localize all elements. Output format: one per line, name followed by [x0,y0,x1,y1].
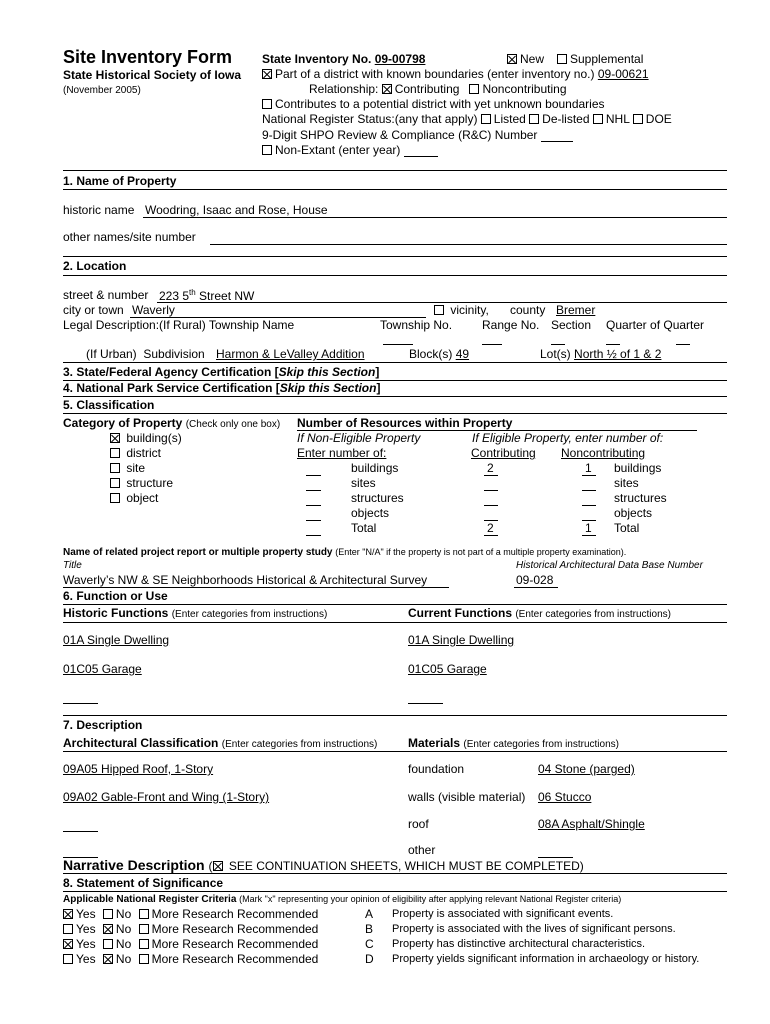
non-eligible-field[interactable] [306,535,321,536]
nonextant-row: Non-Extant (enter year) [262,142,438,157]
supplemental-option[interactable]: Supplemental [557,52,643,66]
no-checkbox[interactable] [103,924,113,934]
resource-label: sites [351,476,376,490]
underline [582,475,596,476]
criterion-a-row: Yes No More Research Recommended [63,907,318,921]
shpo-row: 9-Digit SHPO Review & Compliance (R&C) Number [262,127,573,142]
inventory-number-label: State Inventory No. 09-00798 [262,52,426,66]
divider [63,873,727,874]
other-names-field[interactable] [210,244,727,245]
historic-function-2[interactable]: 01C05 Garage [63,662,142,676]
roof-label: roof [408,817,429,831]
divider [63,170,727,171]
related-study-label: Name of related project report or multiple property study (Enter "N/A" if the property is not part of a multiple property examination). [63,547,627,558]
category-object[interactable]: object [110,491,158,505]
historic-function-1[interactable]: 01A Single Dwelling [63,633,170,647]
resource-label: Total [351,521,377,535]
resource-label: buildings [351,461,399,475]
category-building[interactable]: building(s) [110,431,182,445]
delisted-checkbox[interactable] [529,114,539,124]
non-eligible-field[interactable] [306,505,321,506]
street-label: street & number [63,288,149,302]
resource-label: buildings [614,461,662,475]
hadb-label: Historical Architectural Data Base Number [516,560,703,571]
block-field[interactable]: 49 [455,347,470,361]
section-4-heading: 4. National Park Service Certification [Skip this Section] [63,381,381,395]
study-number-field[interactable]: 09-028 [516,573,554,587]
quarter-of-field[interactable] [676,344,690,345]
non-eligible-field[interactable] [306,475,321,476]
no-checkbox[interactable] [103,954,113,964]
more-research-checkbox[interactable] [139,939,149,949]
nonextant-checkbox[interactable] [262,145,272,155]
underline [63,587,449,588]
township-name-field[interactable] [383,344,413,345]
county-field[interactable]: Bremer [556,303,596,317]
other-names-label: other names/site number [63,230,196,244]
more-research-checkbox[interactable] [139,954,149,964]
divider [63,715,727,716]
section-6-heading: 6. Function or Use [63,589,168,603]
resources-heading: Number of Resources within Property [297,416,513,430]
category-checkbox[interactable] [110,433,120,443]
divider [63,622,727,623]
current-function-2[interactable]: 01C05 Garage [408,662,487,676]
district-number: 09-00621 [597,67,649,81]
arch-class-label: Architectural Classification (Enter categories from instructions) [63,736,378,750]
street-field[interactable]: 223 5th Street NW [159,288,255,303]
potential-district-option[interactable]: Contributes to a potential district with yet unknown boundaries [262,97,605,111]
study-title-field[interactable]: Waverly’s NW & SE Neighborhoods Historical & Architectural Survey [63,573,428,587]
divider [63,413,727,414]
criterion-desc: Property yields significant information in archaeology or history. [392,953,700,965]
criteria-label: Applicable National Register Criteria (Mark "x" representing your opinion of eligibility after applying relevant National Register criteria) [63,894,622,905]
block-label: Block(s) 49 [409,347,470,361]
yes-checkbox[interactable] [63,939,73,949]
township-no-label: Township No. [380,318,453,332]
new-checkbox[interactable] [507,54,517,64]
nonextant-year-field[interactable] [404,142,438,157]
walls-label: walls (visible material) [408,790,526,804]
category-label: Category of Property (Check only one box) [63,416,281,430]
historic-function-3[interactable] [63,703,98,704]
county-label: county [510,303,546,317]
divider [63,396,727,397]
contributing-header: Contributing [471,446,536,460]
non-eligible-field[interactable] [306,490,321,491]
criterion-desc: Property is associated with the lives of significant persons. [392,923,676,935]
title-label: Title [63,560,82,571]
historic-name-label: historic name [63,203,135,217]
inventory-number[interactable]: 09-00798 [374,52,426,66]
divider [63,751,727,752]
category-district[interactable]: district [110,446,161,460]
org-name: State Historical Society of Iowa [63,68,242,82]
criterion-desc: Property has distinctive architectural characteristics. [392,938,646,950]
arch-class-3[interactable] [63,831,98,832]
resource-label: structures [351,491,404,505]
no-checkbox[interactable] [103,939,113,949]
criterion-desc: Property is associated with significant events. [392,908,614,920]
materials-label: Materials (Enter categories from instructions) [408,736,619,750]
resource-label: structures [614,491,667,505]
category-checkbox[interactable] [110,478,120,488]
historic-functions-label: Historic Functions (Enter categories from instructions) [63,606,328,620]
urban-label: (If Urban) Subdivision [86,347,205,361]
category-checkbox[interactable] [110,463,120,473]
new-option[interactable]: New [507,52,544,66]
potential-district-checkbox[interactable] [262,99,272,109]
yes-checkbox[interactable] [63,924,73,934]
section-label: Section [551,318,592,332]
resource-label: objects [614,506,653,520]
section-5-heading: 5. Classification [63,398,155,412]
underline [484,535,498,536]
divider [63,275,727,276]
city-field[interactable]: Waverly [132,303,175,317]
no-checkbox[interactable] [103,909,113,919]
category-structure[interactable]: structure [110,476,173,490]
section-1-heading: 1. Name of Property [63,174,177,188]
criterion-b-row: Yes No More Research Recommended [63,922,318,936]
city-label: city or town [63,303,124,317]
quarter-field[interactable] [606,344,620,345]
district-checkbox[interactable] [262,69,272,79]
district-option[interactable]: Part of a district with known boundaries (enter inventory no.) 09-00621 [262,67,649,81]
relationship-row: Relationship: Contributing Noncontributing [309,82,567,96]
current-function-3[interactable] [408,703,443,704]
foundation-field[interactable]: 04 Stone (parged) [538,762,635,776]
divider [63,891,727,892]
non-eligible-field[interactable] [306,520,321,521]
quarter-label: Quarter of Quarter [606,318,705,332]
section-3-heading: 3. State/Federal Agency Certification [Skip this Section] [63,365,380,379]
noncontributing-count[interactable]: 1 [585,521,592,535]
contributing-count[interactable]: 2 [487,461,494,475]
category-checkbox[interactable] [110,448,120,458]
form-date: (November 2005) [63,85,141,96]
lot-label: Lot(s) North ½ of 1 & 2 [540,347,662,361]
current-function-1[interactable]: 01A Single Dwelling [408,633,515,647]
supplemental-checkbox[interactable] [557,54,567,64]
enter-number-label: Enter number of: [297,446,387,460]
underline [143,217,727,218]
criterion-letter: A [365,907,374,921]
lot-field[interactable]: North ½ of 1 & 2 [574,347,662,361]
form-title: Site Inventory Form [63,47,233,67]
other-material-label: other [408,843,436,857]
category-site[interactable]: site [110,461,145,475]
range-label: Range No. [482,318,540,332]
subdivision-field[interactable]: Harmon & LeValley Addition [216,347,365,361]
yes-checkbox[interactable] [63,909,73,919]
legal-desc-label: Legal Description:(If Rural) Township Name [63,318,295,332]
more-research-checkbox[interactable] [139,924,149,934]
criterion-letter: D [365,952,374,966]
contributing-count[interactable] [484,490,498,491]
contributing-checkbox[interactable] [382,84,392,94]
resource-label: objects [351,506,390,520]
nr-status-row: National Register Status:(any that apply) Listed De-listed NHL DOE [262,112,672,126]
resource-label: sites [614,476,639,490]
historic-name-field[interactable]: Woodring, Isaac and Rose, House [145,203,328,217]
vicinity-checkbox[interactable] [434,305,444,315]
narrative-row: Narrative Description ( SEE CONTINUATION SHEETS, WHICH MUST BE COMPLETED) [63,857,584,873]
eligible-label: If Eligible Property, enter number of: [472,431,664,445]
listed-checkbox[interactable] [481,114,491,124]
yes-checkbox[interactable] [63,954,73,964]
noncontributing-count[interactable]: 1 [585,461,592,475]
range-field[interactable] [482,344,502,345]
current-functions-label: Current Functions (Enter categories from instructions) [408,606,671,620]
noncontributing-header: Noncontributing [561,446,646,460]
noncontributing-count[interactable] [582,505,596,506]
criterion-d-row: Yes No More Research Recommended [63,952,318,966]
narrative-checkbox[interactable] [213,861,223,871]
divider [63,362,727,363]
resource-label: Total [614,521,640,535]
non-eligible-label: If Non-Eligible Property [297,431,421,445]
criterion-c-row: Yes No More Research Recommended [63,937,318,951]
section-7-heading: 7. Description [63,718,143,732]
divider [63,604,727,605]
divider [63,189,727,190]
section-field[interactable] [551,344,565,345]
roof-field[interactable]: 08A Asphalt/Shingle [538,817,645,831]
shpo-field[interactable] [541,127,573,142]
walls-field[interactable]: 06 Stucco [538,790,592,804]
section-2-heading: 2. Location [63,259,127,273]
doe-checkbox[interactable] [633,114,643,124]
noncontributing-count[interactable] [582,490,596,491]
underline [582,535,596,536]
underline [484,475,498,476]
underline [514,587,558,588]
criterion-letter: C [365,937,374,951]
section-8-heading: 8. Statement of Significance [63,876,224,890]
category-checkbox[interactable] [110,493,120,503]
divider [63,256,727,257]
noncontributing-checkbox[interactable] [469,84,479,94]
foundation-label: foundation [408,762,465,776]
vicinity-option[interactable]: vicinity, [434,303,489,317]
nhl-checkbox[interactable] [593,114,603,124]
arch-class-2[interactable]: 09A02 Gable-Front and Wing (1-Story) [63,790,270,804]
contributing-count[interactable]: 2 [487,521,494,535]
arch-class-1[interactable]: 09A05 Hipped Roof, 1-Story [63,762,214,776]
criterion-letter: B [365,922,374,936]
more-research-checkbox[interactable] [139,909,149,919]
contributing-count[interactable] [484,505,498,506]
